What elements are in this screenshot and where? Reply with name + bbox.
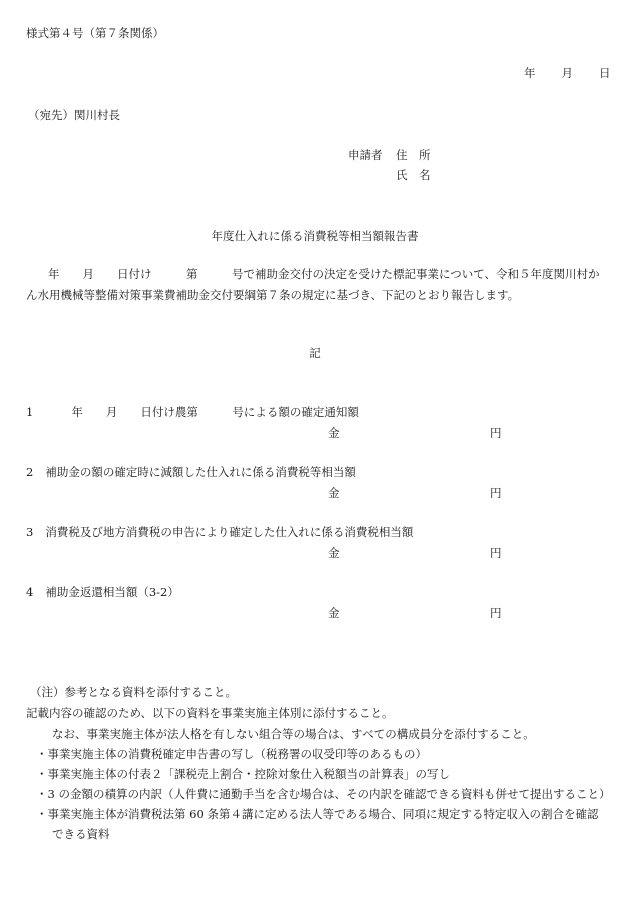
ki-heading: 記 (309, 346, 321, 360)
note-bullet-4: ・事業実施主体が消費税法第 60 条第４講に定める法人等である場合、同項に規定する特定収入の割合を確認 (36, 807, 599, 821)
item-2-amount (328, 486, 502, 500)
item-4-number: 4 (26, 585, 34, 599)
item-4-text: 補助金返還相当額（3-2） (45, 585, 179, 599)
note-bullet-4-continued: できる資料 (52, 827, 110, 841)
name-label: 氏 名 (396, 168, 431, 182)
note-line-2: 記載内容の確認のため、以下の資料を事業実施主体別に添付すること。 (26, 706, 394, 720)
body-line-2: ん水用機械等整備対策事業費補助金交付要綱第７条の規定に基づき、下記のとおり報告します。 (26, 288, 520, 302)
item-4-kin: 金 (328, 606, 340, 620)
item-1-number: 1 (26, 405, 34, 419)
item-4-amount (328, 606, 502, 620)
form-number: 様式第４号（第７条関係） (26, 26, 164, 40)
item-1-amount (328, 426, 502, 440)
item-3-yen: 円 (490, 546, 502, 560)
item-1-yen: 円 (490, 426, 502, 440)
note-main: （注）参考となる資料を添付すること。 (30, 685, 237, 699)
item-2-number: 2 (26, 465, 34, 479)
date-month: 月 (561, 66, 573, 80)
note-bullet-1: ・事業実施主体の消費税確定申告書の写し（税務署の収受印等のあるもの） (36, 747, 427, 761)
date-year: 年 (524, 66, 536, 80)
applicant-label: 申請者 (348, 148, 383, 162)
date-line (524, 68, 611, 80)
note-bullet-2: ・事業実施主体の付表２「課税売上割合・控除対象仕入税額当の計算表」の写し (36, 767, 450, 781)
item-1-kin: 金 (328, 426, 340, 440)
date-day: 日 (599, 66, 611, 80)
document-title: 年度仕入れに係る消費税等相当額報告書 (211, 229, 419, 243)
item-3-number: 3 (26, 525, 34, 539)
item-2 (26, 467, 356, 479)
item-4-yen: 円 (490, 606, 502, 620)
item-3-kin: 金 (328, 546, 340, 560)
addressee: （宛先）関川村長 (28, 108, 120, 122)
note-line-3: なお、事業実施主体が法人格を有しない組合等の場合は、すべての構成員分を添付すること。 (52, 727, 535, 741)
item-2-kin: 金 (328, 486, 340, 500)
address-label: 住 所 (396, 148, 431, 162)
item-1 (26, 407, 359, 419)
body-line-1: 年 月 日付け 第 号で補助金交付の決定を受けた標記事業について、令和５年度関川村か (48, 267, 600, 281)
note-bullet-3: ・3 の金額の積算の内訳（人件費に通勤手当を含む場合は、その内訳を確認できる資料も併せて提出すること） (36, 787, 611, 801)
item-1-text: 年 月 日付け農第 号による額の確定通知額 (71, 405, 359, 419)
item-4 (26, 587, 179, 599)
item-3-amount (328, 546, 502, 560)
item-3-text: 消費税及び地方消費税の申告により確定した仕入れに係る消費税相当額 (45, 525, 414, 539)
item-2-text: 補助金の額の確定時に減額した仕入れに係る消費税等相当額 (45, 465, 356, 479)
item-3 (26, 527, 413, 539)
item-2-yen: 円 (490, 486, 502, 500)
applicant-address-line (348, 150, 431, 162)
